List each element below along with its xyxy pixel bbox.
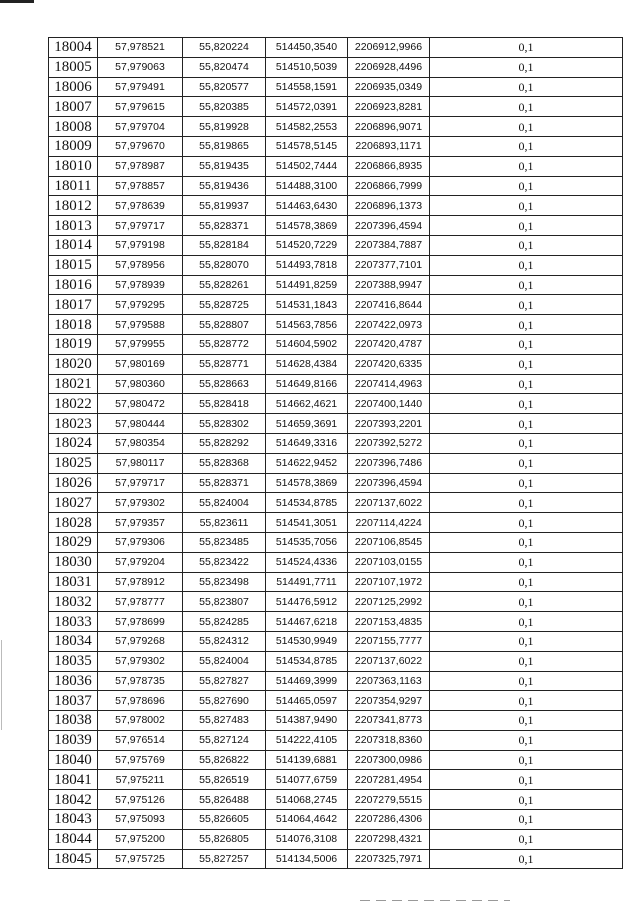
point-number-cell: 18026 — [49, 473, 98, 493]
x-coordinate-cell: 514064,4642 — [266, 810, 348, 830]
point-number-cell: 18014 — [49, 235, 98, 255]
error-cell: 0,1 — [430, 57, 623, 77]
error-cell: 0,1 — [430, 572, 623, 592]
y-coordinate-cell: 2207414,4963 — [348, 374, 430, 394]
latitude-cell: 57,978735 — [98, 671, 183, 691]
x-coordinate-cell: 514578,3869 — [266, 473, 348, 493]
y-coordinate-cell: 2207300,0986 — [348, 750, 430, 770]
table-row — [49, 592, 623, 612]
x-coordinate-cell: 514491,7711 — [266, 572, 348, 592]
table-row — [49, 790, 623, 810]
x-coordinate-cell: 514068,2745 — [266, 790, 348, 810]
longitude-cell: 55,828368 — [183, 453, 266, 473]
x-coordinate-cell: 514520,7229 — [266, 235, 348, 255]
error-cell: 0,1 — [430, 156, 623, 176]
point-number-cell: 18009 — [49, 136, 98, 156]
latitude-cell: 57,979588 — [98, 315, 183, 335]
error-cell: 0,1 — [430, 334, 623, 354]
point-number-cell: 18037 — [49, 691, 98, 711]
y-coordinate-cell: 2207318,8360 — [348, 730, 430, 750]
table-row — [49, 374, 623, 394]
latitude-cell: 57,980360 — [98, 374, 183, 394]
latitude-cell: 57,979717 — [98, 473, 183, 493]
point-number-cell: 18013 — [49, 216, 98, 236]
x-coordinate-cell: 514578,3869 — [266, 216, 348, 236]
x-coordinate-cell: 514510,5039 — [266, 57, 348, 77]
x-coordinate-cell: 514604,5902 — [266, 334, 348, 354]
longitude-cell: 55,819435 — [183, 156, 266, 176]
longitude-cell: 55,824285 — [183, 612, 266, 632]
error-cell: 0,1 — [430, 711, 623, 731]
longitude-cell: 55,824004 — [183, 651, 266, 671]
x-coordinate-cell: 514659,3691 — [266, 414, 348, 434]
scan-edge-line — [1, 640, 2, 730]
y-coordinate-cell: 2207281,4954 — [348, 770, 430, 790]
error-cell: 0,1 — [430, 136, 623, 156]
x-coordinate-cell: 514534,8785 — [266, 493, 348, 513]
table-row — [49, 532, 623, 552]
longitude-cell: 55,826488 — [183, 790, 266, 810]
point-number-cell: 18007 — [49, 97, 98, 117]
x-coordinate-cell: 514465,0597 — [266, 691, 348, 711]
latitude-cell: 57,978002 — [98, 711, 183, 731]
y-coordinate-cell: 2207153,4835 — [348, 612, 430, 632]
y-coordinate-cell: 2207396,7486 — [348, 453, 430, 473]
latitude-cell: 57,978939 — [98, 275, 183, 295]
table-row — [49, 57, 623, 77]
table-row — [49, 255, 623, 275]
error-cell: 0,1 — [430, 730, 623, 750]
latitude-cell: 57,980354 — [98, 433, 183, 453]
longitude-cell: 55,820385 — [183, 97, 266, 117]
point-number-cell: 18045 — [49, 849, 98, 869]
table-row — [49, 572, 623, 592]
point-number-cell: 18012 — [49, 196, 98, 216]
point-number-cell: 18021 — [49, 374, 98, 394]
latitude-cell: 57,979063 — [98, 57, 183, 77]
latitude-cell: 57,975725 — [98, 849, 183, 869]
error-cell: 0,1 — [430, 117, 623, 137]
x-coordinate-cell: 514222,4105 — [266, 730, 348, 750]
y-coordinate-cell: 2206935,0349 — [348, 77, 430, 97]
latitude-cell: 57,979198 — [98, 235, 183, 255]
y-coordinate-cell: 2207341,8773 — [348, 711, 430, 731]
latitude-cell: 57,979704 — [98, 117, 183, 137]
x-coordinate-cell: 514493,7818 — [266, 255, 348, 275]
table-row — [49, 295, 623, 315]
error-cell: 0,1 — [430, 473, 623, 493]
error-cell: 0,1 — [430, 453, 623, 473]
error-cell: 0,1 — [430, 592, 623, 612]
latitude-cell: 57,975200 — [98, 829, 183, 849]
y-coordinate-cell: 2207325,7971 — [348, 849, 430, 869]
y-coordinate-cell: 2206896,1373 — [348, 196, 430, 216]
latitude-cell: 57,979357 — [98, 513, 183, 533]
x-coordinate-cell: 514450,3540 — [266, 38, 348, 58]
x-coordinate-cell: 514467,6218 — [266, 612, 348, 632]
longitude-cell: 55,828771 — [183, 354, 266, 374]
error-cell: 0,1 — [430, 414, 623, 434]
point-number-cell: 18042 — [49, 790, 98, 810]
longitude-cell: 55,819928 — [183, 117, 266, 137]
error-cell: 0,1 — [430, 97, 623, 117]
longitude-cell: 55,823498 — [183, 572, 266, 592]
point-number-cell: 18041 — [49, 770, 98, 790]
y-coordinate-cell: 2207137,6022 — [348, 493, 430, 513]
longitude-cell: 55,828418 — [183, 394, 266, 414]
latitude-cell: 57,978521 — [98, 38, 183, 58]
y-coordinate-cell: 2207384,7887 — [348, 235, 430, 255]
y-coordinate-cell: 2206912,9966 — [348, 38, 430, 58]
longitude-cell: 55,828261 — [183, 275, 266, 295]
table-row — [49, 414, 623, 434]
table-row — [49, 354, 623, 374]
y-coordinate-cell: 2207400,1440 — [348, 394, 430, 414]
error-cell: 0,1 — [430, 631, 623, 651]
point-number-cell: 18023 — [49, 414, 98, 434]
y-coordinate-cell: 2207298,4321 — [348, 829, 430, 849]
error-cell: 0,1 — [430, 433, 623, 453]
point-number-cell: 18030 — [49, 552, 98, 572]
point-number-cell: 18004 — [49, 38, 98, 58]
longitude-cell: 55,819937 — [183, 196, 266, 216]
point-number-cell: 18036 — [49, 671, 98, 691]
latitude-cell: 57,978956 — [98, 255, 183, 275]
table-row — [49, 38, 623, 58]
y-coordinate-cell: 2207354,9297 — [348, 691, 430, 711]
y-coordinate-cell: 2207396,4594 — [348, 216, 430, 236]
y-coordinate-cell: 2207286,4306 — [348, 810, 430, 830]
x-coordinate-cell: 514476,5912 — [266, 592, 348, 612]
y-coordinate-cell: 2207377,7101 — [348, 255, 430, 275]
error-cell: 0,1 — [430, 196, 623, 216]
error-cell: 0,1 — [430, 77, 623, 97]
latitude-cell: 57,979302 — [98, 493, 183, 513]
latitude-cell: 57,975093 — [98, 810, 183, 830]
x-coordinate-cell: 514463,6430 — [266, 196, 348, 216]
y-coordinate-cell: 2207420,6335 — [348, 354, 430, 374]
longitude-cell: 55,828663 — [183, 374, 266, 394]
x-coordinate-cell: 514387,9490 — [266, 711, 348, 731]
latitude-cell: 57,979615 — [98, 97, 183, 117]
longitude-cell: 55,827827 — [183, 671, 266, 691]
x-coordinate-cell: 514622,9452 — [266, 453, 348, 473]
longitude-cell: 55,823485 — [183, 532, 266, 552]
longitude-cell: 55,827257 — [183, 849, 266, 869]
table-row — [49, 117, 623, 137]
latitude-cell: 57,978639 — [98, 196, 183, 216]
point-number-cell: 18025 — [49, 453, 98, 473]
latitude-cell: 57,978987 — [98, 156, 183, 176]
longitude-cell: 55,828772 — [183, 334, 266, 354]
table-row — [49, 612, 623, 632]
y-coordinate-cell: 2206893,1171 — [348, 136, 430, 156]
x-coordinate-cell: 514628,4384 — [266, 354, 348, 374]
coordinates-table-body — [49, 38, 623, 869]
table-row — [49, 275, 623, 295]
point-number-cell: 18016 — [49, 275, 98, 295]
y-coordinate-cell: 2207393,2201 — [348, 414, 430, 434]
latitude-cell: 57,978696 — [98, 691, 183, 711]
y-coordinate-cell: 2207363,1163 — [348, 671, 430, 691]
table-row — [49, 394, 623, 414]
point-number-cell: 18040 — [49, 750, 98, 770]
y-coordinate-cell: 2206866,8935 — [348, 156, 430, 176]
y-coordinate-cell: 2207137,6022 — [348, 651, 430, 671]
error-cell: 0,1 — [430, 493, 623, 513]
y-coordinate-cell: 2207392,5272 — [348, 433, 430, 453]
longitude-cell: 55,828070 — [183, 255, 266, 275]
latitude-cell: 57,979268 — [98, 631, 183, 651]
point-number-cell: 18035 — [49, 651, 98, 671]
table-row — [49, 770, 623, 790]
error-cell: 0,1 — [430, 651, 623, 671]
y-coordinate-cell: 2207422,0973 — [348, 315, 430, 335]
longitude-cell: 55,828371 — [183, 216, 266, 236]
point-number-cell: 18011 — [49, 176, 98, 196]
longitude-cell: 55,823611 — [183, 513, 266, 533]
table-row — [49, 730, 623, 750]
table-row — [49, 513, 623, 533]
x-coordinate-cell: 514558,1591 — [266, 77, 348, 97]
table-row — [49, 334, 623, 354]
error-cell: 0,1 — [430, 354, 623, 374]
point-number-cell: 18034 — [49, 631, 98, 651]
y-coordinate-cell: 2207396,4594 — [348, 473, 430, 493]
latitude-cell: 57,978912 — [98, 572, 183, 592]
error-cell: 0,1 — [430, 849, 623, 869]
x-coordinate-cell: 514076,3108 — [266, 829, 348, 849]
point-number-cell: 18008 — [49, 117, 98, 137]
x-coordinate-cell: 514524,4336 — [266, 552, 348, 572]
table-row — [49, 433, 623, 453]
error-cell: 0,1 — [430, 295, 623, 315]
table-row — [49, 671, 623, 691]
y-coordinate-cell: 2207155,7777 — [348, 631, 430, 651]
error-cell: 0,1 — [430, 176, 623, 196]
x-coordinate-cell: 514649,3316 — [266, 433, 348, 453]
point-number-cell: 18019 — [49, 334, 98, 354]
table-row — [49, 552, 623, 572]
table-row — [49, 235, 623, 255]
point-number-cell: 18039 — [49, 730, 98, 750]
table-row — [49, 691, 623, 711]
latitude-cell: 57,979302 — [98, 651, 183, 671]
longitude-cell: 55,826605 — [183, 810, 266, 830]
longitude-cell: 55,827124 — [183, 730, 266, 750]
error-cell: 0,1 — [430, 532, 623, 552]
point-number-cell: 18015 — [49, 255, 98, 275]
longitude-cell: 55,828725 — [183, 295, 266, 315]
longitude-cell: 55,819436 — [183, 176, 266, 196]
x-coordinate-cell: 514535,7056 — [266, 532, 348, 552]
table-row — [49, 493, 623, 513]
table-row — [49, 315, 623, 335]
y-coordinate-cell: 2207106,8545 — [348, 532, 430, 552]
scan-edge-mark — [0, 0, 34, 3]
error-cell: 0,1 — [430, 394, 623, 414]
longitude-cell: 55,827690 — [183, 691, 266, 711]
y-coordinate-cell: 2207388,9947 — [348, 275, 430, 295]
table-row — [49, 631, 623, 651]
x-coordinate-cell: 514491,8259 — [266, 275, 348, 295]
y-coordinate-cell: 2206896,9071 — [348, 117, 430, 137]
point-number-cell: 18028 — [49, 513, 98, 533]
point-number-cell: 18018 — [49, 315, 98, 335]
error-cell: 0,1 — [430, 810, 623, 830]
x-coordinate-cell: 514563,7856 — [266, 315, 348, 335]
point-number-cell: 18006 — [49, 77, 98, 97]
error-cell: 0,1 — [430, 315, 623, 335]
longitude-cell: 55,819865 — [183, 136, 266, 156]
latitude-cell: 57,980117 — [98, 453, 183, 473]
x-coordinate-cell: 514578,5145 — [266, 136, 348, 156]
latitude-cell: 57,975126 — [98, 790, 183, 810]
table-row — [49, 216, 623, 236]
longitude-cell: 55,824312 — [183, 631, 266, 651]
latitude-cell: 57,975211 — [98, 770, 183, 790]
error-cell: 0,1 — [430, 790, 623, 810]
point-number-cell: 18022 — [49, 394, 98, 414]
point-number-cell: 18044 — [49, 829, 98, 849]
y-coordinate-cell: 2207279,5515 — [348, 790, 430, 810]
latitude-cell: 57,980444 — [98, 414, 183, 434]
error-cell: 0,1 — [430, 552, 623, 572]
error-cell: 0,1 — [430, 235, 623, 255]
table-row — [49, 453, 623, 473]
table-row — [49, 473, 623, 493]
x-coordinate-cell: 514649,8166 — [266, 374, 348, 394]
latitude-cell: 57,978777 — [98, 592, 183, 612]
error-cell: 0,1 — [430, 671, 623, 691]
error-cell: 0,1 — [430, 38, 623, 58]
error-cell: 0,1 — [430, 750, 623, 770]
table-row — [49, 810, 623, 830]
latitude-cell: 57,979955 — [98, 334, 183, 354]
error-cell: 0,1 — [430, 216, 623, 236]
point-number-cell: 18027 — [49, 493, 98, 513]
point-number-cell: 18017 — [49, 295, 98, 315]
longitude-cell: 55,826805 — [183, 829, 266, 849]
table-row — [49, 849, 623, 869]
x-coordinate-cell: 514662,4621 — [266, 394, 348, 414]
y-coordinate-cell: 2207420,4787 — [348, 334, 430, 354]
error-cell: 0,1 — [430, 770, 623, 790]
table-row — [49, 176, 623, 196]
latitude-cell: 57,979204 — [98, 552, 183, 572]
table-row — [49, 77, 623, 97]
y-coordinate-cell: 2206928,4496 — [348, 57, 430, 77]
y-coordinate-cell: 2207114,4224 — [348, 513, 430, 533]
error-cell: 0,1 — [430, 374, 623, 394]
coordinates-table — [48, 37, 623, 869]
y-coordinate-cell: 2206923,8281 — [348, 97, 430, 117]
table-row — [49, 829, 623, 849]
x-coordinate-cell: 514531,1843 — [266, 295, 348, 315]
x-coordinate-cell: 514077,6759 — [266, 770, 348, 790]
y-coordinate-cell: 2207103,0155 — [348, 552, 430, 572]
x-coordinate-cell: 514488,3100 — [266, 176, 348, 196]
longitude-cell: 55,828371 — [183, 473, 266, 493]
x-coordinate-cell: 514534,8785 — [266, 651, 348, 671]
point-number-cell: 18043 — [49, 810, 98, 830]
longitude-cell: 55,820224 — [183, 38, 266, 58]
longitude-cell: 55,828292 — [183, 433, 266, 453]
x-coordinate-cell: 514530,9949 — [266, 631, 348, 651]
error-cell: 0,1 — [430, 691, 623, 711]
x-coordinate-cell: 514572,0391 — [266, 97, 348, 117]
x-coordinate-cell: 514469,3999 — [266, 671, 348, 691]
longitude-cell: 55,823422 — [183, 552, 266, 572]
longitude-cell: 55,823807 — [183, 592, 266, 612]
latitude-cell: 57,979717 — [98, 216, 183, 236]
longitude-cell: 55,826519 — [183, 770, 266, 790]
latitude-cell: 57,978857 — [98, 176, 183, 196]
scan-footer-mark — [360, 900, 510, 901]
point-number-cell: 18010 — [49, 156, 98, 176]
table-row — [49, 136, 623, 156]
latitude-cell: 57,979491 — [98, 77, 183, 97]
point-number-cell: 18024 — [49, 433, 98, 453]
x-coordinate-cell: 514134,5006 — [266, 849, 348, 869]
point-number-cell: 18029 — [49, 532, 98, 552]
longitude-cell: 55,820577 — [183, 77, 266, 97]
y-coordinate-cell: 2207107,1972 — [348, 572, 430, 592]
longitude-cell: 55,824004 — [183, 493, 266, 513]
latitude-cell: 57,980169 — [98, 354, 183, 374]
error-cell: 0,1 — [430, 612, 623, 632]
error-cell: 0,1 — [430, 255, 623, 275]
longitude-cell: 55,828184 — [183, 235, 266, 255]
table-row — [49, 97, 623, 117]
x-coordinate-cell: 514139,6881 — [266, 750, 348, 770]
y-coordinate-cell: 2206866,7999 — [348, 176, 430, 196]
longitude-cell: 55,827483 — [183, 711, 266, 731]
longitude-cell: 55,828807 — [183, 315, 266, 335]
table-row — [49, 651, 623, 671]
point-number-cell: 18033 — [49, 612, 98, 632]
point-number-cell: 18031 — [49, 572, 98, 592]
point-number-cell: 18005 — [49, 57, 98, 77]
latitude-cell: 57,979295 — [98, 295, 183, 315]
point-number-cell: 18032 — [49, 592, 98, 612]
error-cell: 0,1 — [430, 513, 623, 533]
latitude-cell: 57,975769 — [98, 750, 183, 770]
x-coordinate-cell: 514582,2553 — [266, 117, 348, 137]
table-row — [49, 711, 623, 731]
error-cell: 0,1 — [430, 275, 623, 295]
y-coordinate-cell: 2207416,8644 — [348, 295, 430, 315]
x-coordinate-cell: 514502,7444 — [266, 156, 348, 176]
longitude-cell: 55,828302 — [183, 414, 266, 434]
longitude-cell: 55,826822 — [183, 750, 266, 770]
latitude-cell: 57,976514 — [98, 730, 183, 750]
latitude-cell: 57,979670 — [98, 136, 183, 156]
y-coordinate-cell: 2207125,2992 — [348, 592, 430, 612]
x-coordinate-cell: 514541,3051 — [266, 513, 348, 533]
error-cell: 0,1 — [430, 829, 623, 849]
table-row — [49, 196, 623, 216]
latitude-cell: 57,978699 — [98, 612, 183, 632]
table-row — [49, 750, 623, 770]
longitude-cell: 55,820474 — [183, 57, 266, 77]
point-number-cell: 18020 — [49, 354, 98, 374]
table-row — [49, 156, 623, 176]
point-number-cell: 18038 — [49, 711, 98, 731]
latitude-cell: 57,980472 — [98, 394, 183, 414]
latitude-cell: 57,979306 — [98, 532, 183, 552]
